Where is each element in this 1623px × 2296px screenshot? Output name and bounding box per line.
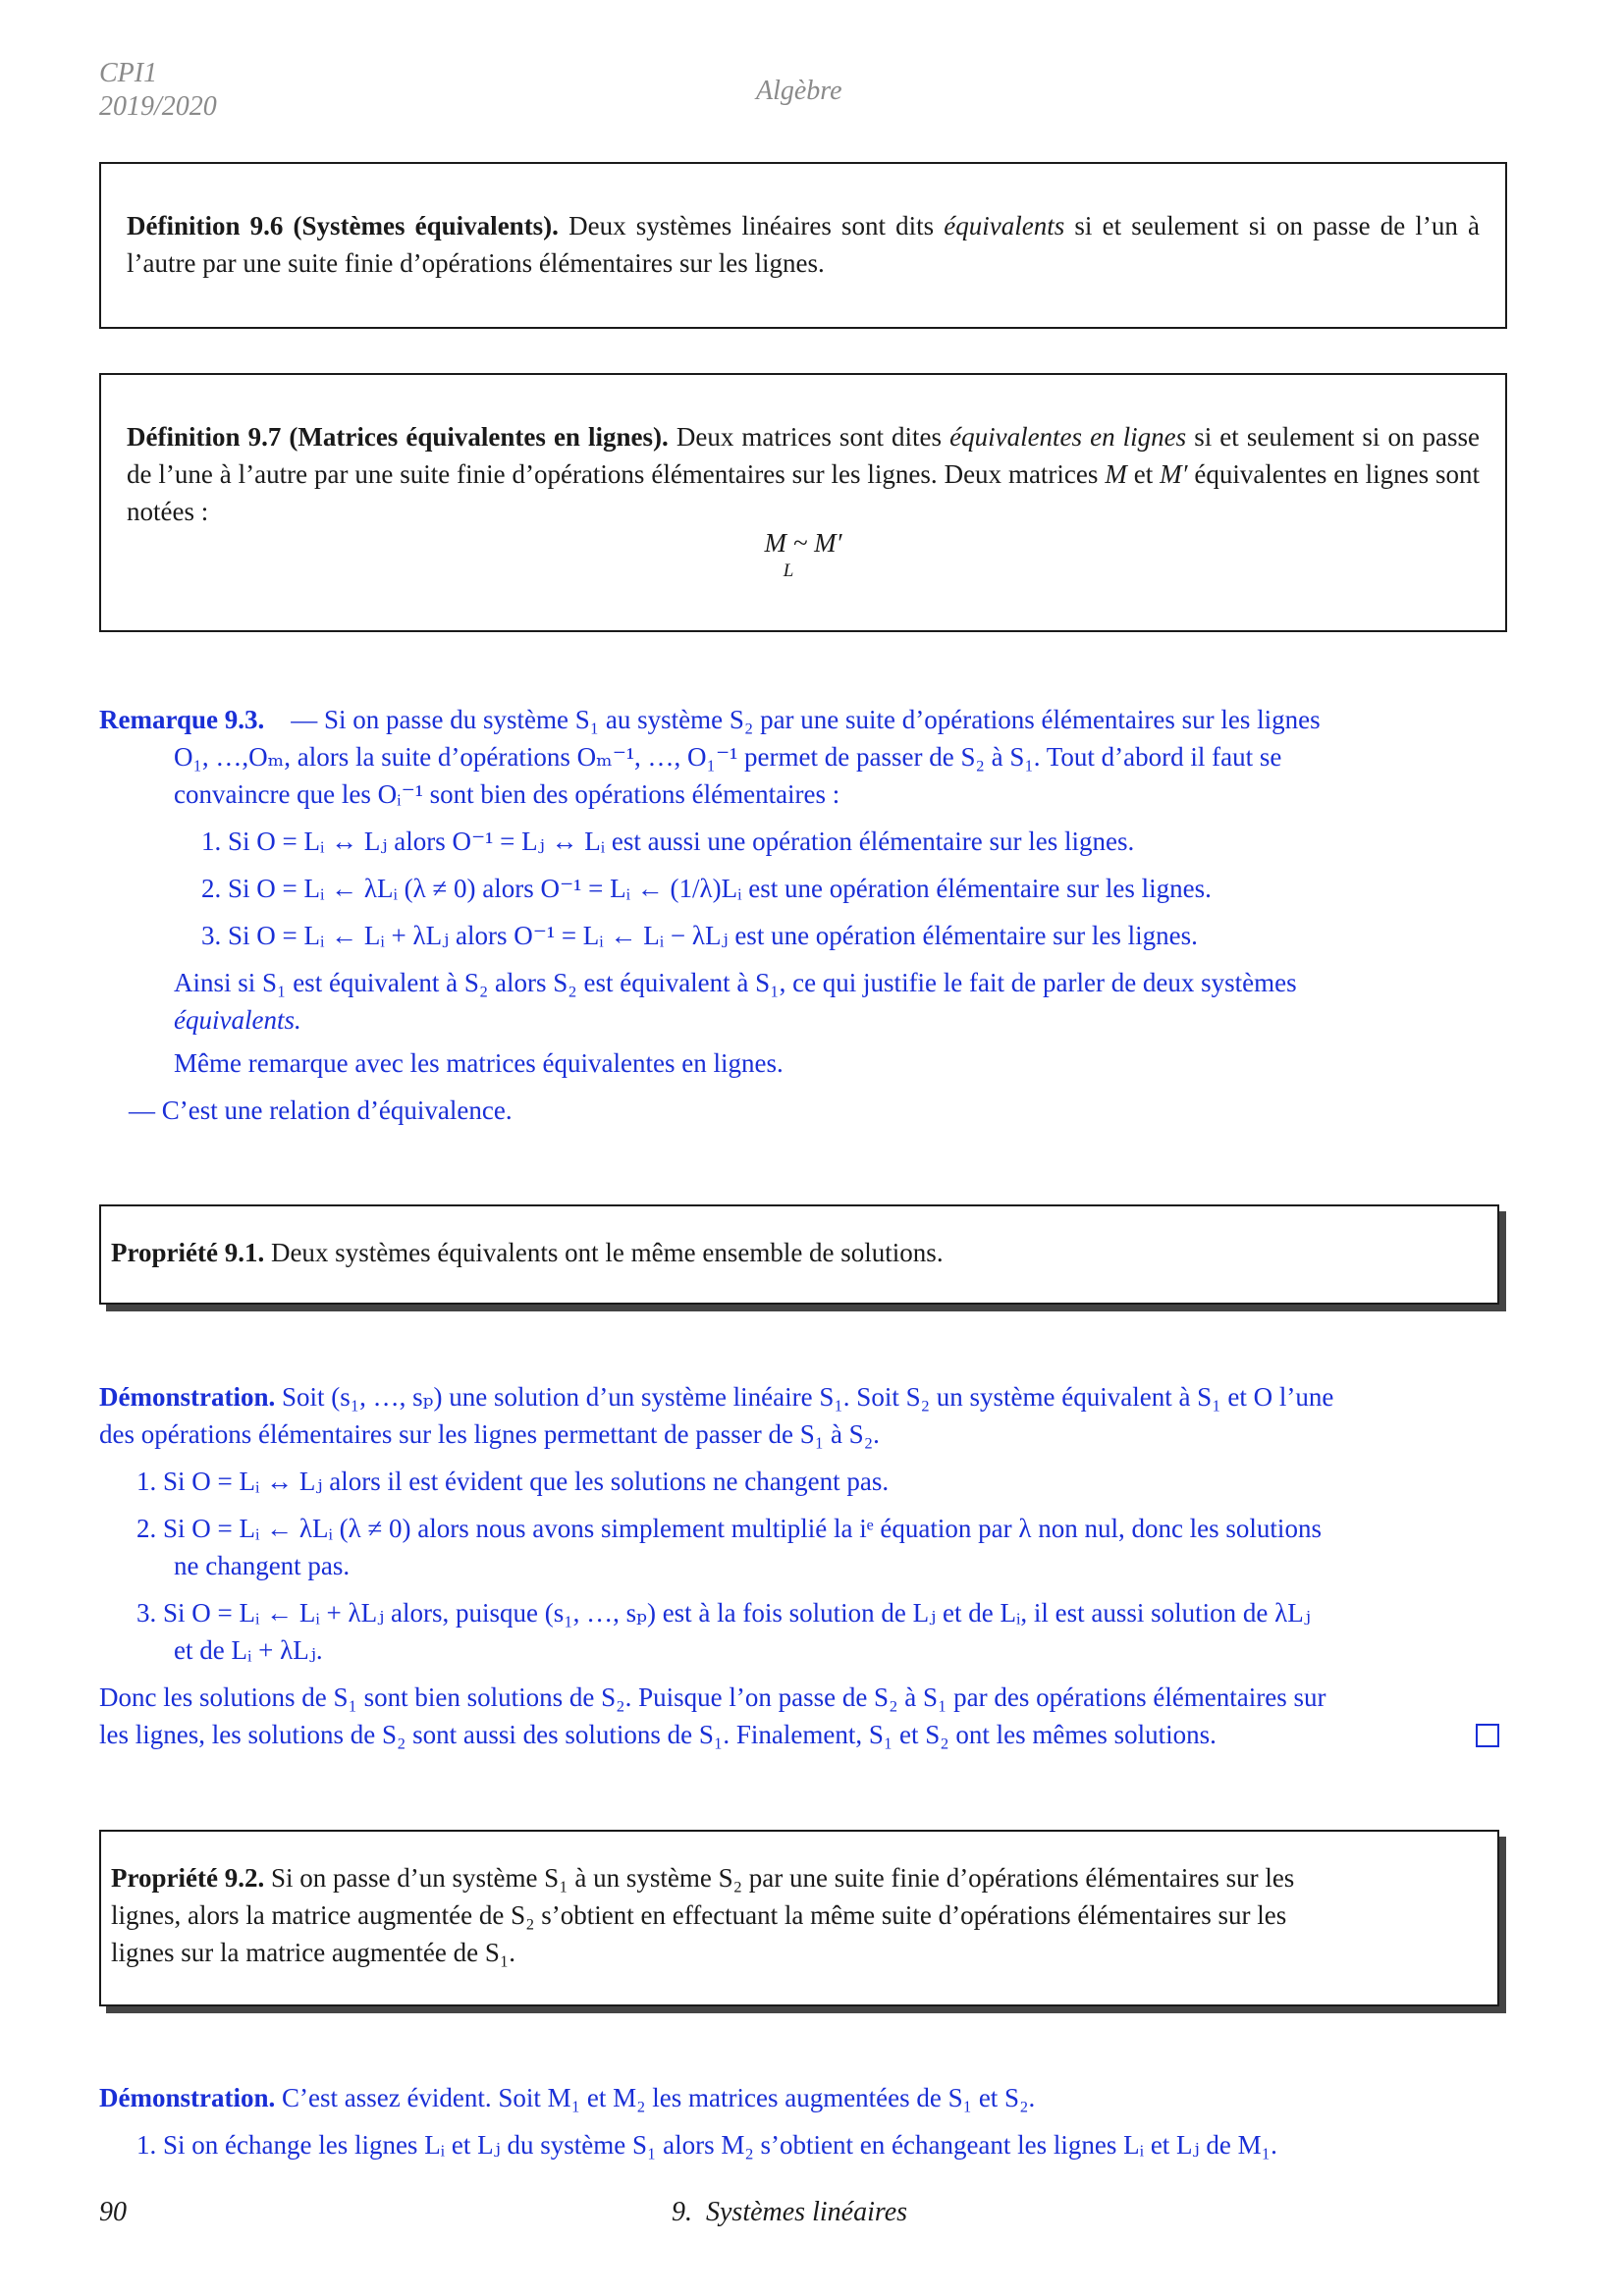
list-item: 1. Si O = Lᵢ ↔ Lⱼ alors il est évident que les solutions ne changent pas. [136,1467,890,1496]
proof-line: des opérations élémentaires sur les lignes permettant de passer de S₁ à S₂. [99,1419,880,1449]
proof-line: Soit (s₁, …, sₚ) une solution d’un système linéaire S₁. Soit S₂ un système équivalent à S₁ et O l’une [281,1382,1334,1412]
list-item: et de Lᵢ + λLⱼ. [174,1635,323,1665]
remark-line: — Si on passe du système S₁ au système S₂ par une suite d’opérations élémentaires sur les lignes [291,705,1321,734]
property-text: lignes sur la matrice augmentée de S₁. [111,1938,516,1967]
remark-9-3 [99,701,1505,1129]
definition-text: si et seulement si on passe de l’une à l’autre par une suite finie d’opérations élémentaires sur les lignes. Deux matrices [127,422,1481,489]
qed-square-icon [1476,1724,1499,1747]
proof-1 [99,1378,1505,1753]
property-text: lignes, alors la matrice augmentée de S₂ s’obtient en effectuant la même suite d’opérations élémentaires sur les [111,1900,1287,1930]
proof-line: les lignes, les solutions de S₂ sont aussi des solutions de S₁. Finalement, S₁ et S₂ ont les mêmes solutions. [99,1720,1217,1749]
property-text: Deux systèmes équivalents ont le même ensemble de solutions. [270,1238,944,1267]
definition-title: Définition 9.6 (Systèmes équivalents). [127,211,559,240]
remark-line: Même remarque avec les matrices équivalentes en lignes. [174,1048,784,1078]
definition-text: Deux matrices sont dites [676,422,943,452]
definition-emphasis: équivalents [944,211,1065,240]
equivalence-formula: M ~ M′ L [101,524,1505,581]
property-text: Si on passe d’un système S₁ à un système S₂ par une suite finie d’opérations élémentaires sur les [270,1863,1295,1893]
list-item: 1. Si O = Lᵢ ↔ Lⱼ alors O⁻¹ = Lⱼ ↔ Lᵢ est aussi une opération élémentaire sur les lignes. [201,827,1135,856]
property-9-1-box [99,1204,1499,1305]
property-9-2-box [99,1830,1499,2006]
list-item: 2. Si O = Lᵢ ← λLᵢ (λ ≠ 0) alors nous avons simplement multiplié la iᵉ équation par λ non nul, donc les solutions [136,1514,1322,1543]
definition-title: Définition 9.7 (Matrices équivalentes en lignes). [127,422,669,452]
proof-title: Démonstration. [99,1382,276,1412]
list-item: 2. Si O = Lᵢ ← λLᵢ (λ ≠ 0) alors O⁻¹ = Lᵢ ← (1/λ)Lᵢ est une opération élémentaire sur les lignes. [201,874,1212,903]
list-item: 1. Si on échange les lignes Lᵢ et Lⱼ du système S₁ alors M₂ s’obtient en échangeant les lignes Lᵢ et Lⱼ de M₁. [136,2130,1277,2160]
definition-text: équivalentes en lignes sont notées : [127,459,1481,526]
proof-line: Donc les solutions de S₁ sont bien solutions de S₂. Puisque l’on passe de S₂ à S₁ par des opérations élémentaires sur [99,1682,1326,1712]
proof-title: Démonstration. [99,2083,276,2112]
definition-text: si et seulement si on passe de l’un à l’autre par une suite finie d’opérations élémentaires sur les lignes. [127,211,1481,278]
year-label: 2019/2020 [99,91,217,122]
remark-line: convaincre que les Oᵢ⁻¹ sont bien des opérations élémentaires : [174,779,840,809]
definition-9-7-box: Définition 9.7 (Matrices équivalentes en lignes). Deux matrices sont dites équivalentes en lignes si et seulement si on passe de l’une à l’autre par une suite finie d’opérations élémentaires sur les lignes. Deux matrices M et M′ équivalentes en lignes sont notées : M ~ M′ L [99,373,1507,632]
list-item: 3. Si O = Lᵢ ← Lᵢ + λLⱼ alors O⁻¹ = Lᵢ ← Lᵢ − λLⱼ est une opération élémentaire sur les lignes. [201,921,1198,950]
list-item: 3. Si O = Lᵢ ← Lᵢ + λLⱼ alors, puisque (s₁, …, sₚ) est à la fois solution de Lⱼ et de Lᵢ, il est aussi solution de λLⱼ [136,1598,1311,1628]
property-title: Propriété 9.1. [111,1238,265,1267]
definition-9-6-box [99,162,1507,329]
definition-emphasis: équivalentes en lignes [949,422,1187,452]
formula-subscript: L [783,561,794,581]
header-subject: Algèbre [756,76,842,106]
proof-line: C’est assez évident. Soit M₁ et M₂ les matrices augmentées de S₁ et S₂. [281,2083,1036,2112]
chapter-title: 9. Systèmes linéaires [672,2197,908,2227]
page-number: 90 [99,2197,127,2227]
list-item: ne changent pas. [174,1551,351,1580]
course-label: CPI1 [99,58,158,88]
remark-title: Remarque 9.3. [99,705,265,734]
definition-text: Deux systèmes linéaires sont dits [568,211,935,240]
proof-2 [99,2079,1505,2163]
header-course [99,57,217,124]
remark-line: Ainsi si S₁ est équivalent à S₂ alors S₂ est équivalent à S₁, ce qui justifie le fait de parler de deux systèmes [174,968,1297,997]
property-title: Propriété 9.2. [111,1863,265,1893]
remark-line: O₁, …,Oₘ, alors la suite d’opérations Oₘ⁻¹, …, O₁⁻¹ permet de passer de S₂ à S₁. Tout d’abord il faut se [174,742,1282,772]
remark-line: — C’est une relation d’équivalence. [129,1095,513,1125]
remark-line: équivalents. [174,1005,301,1035]
